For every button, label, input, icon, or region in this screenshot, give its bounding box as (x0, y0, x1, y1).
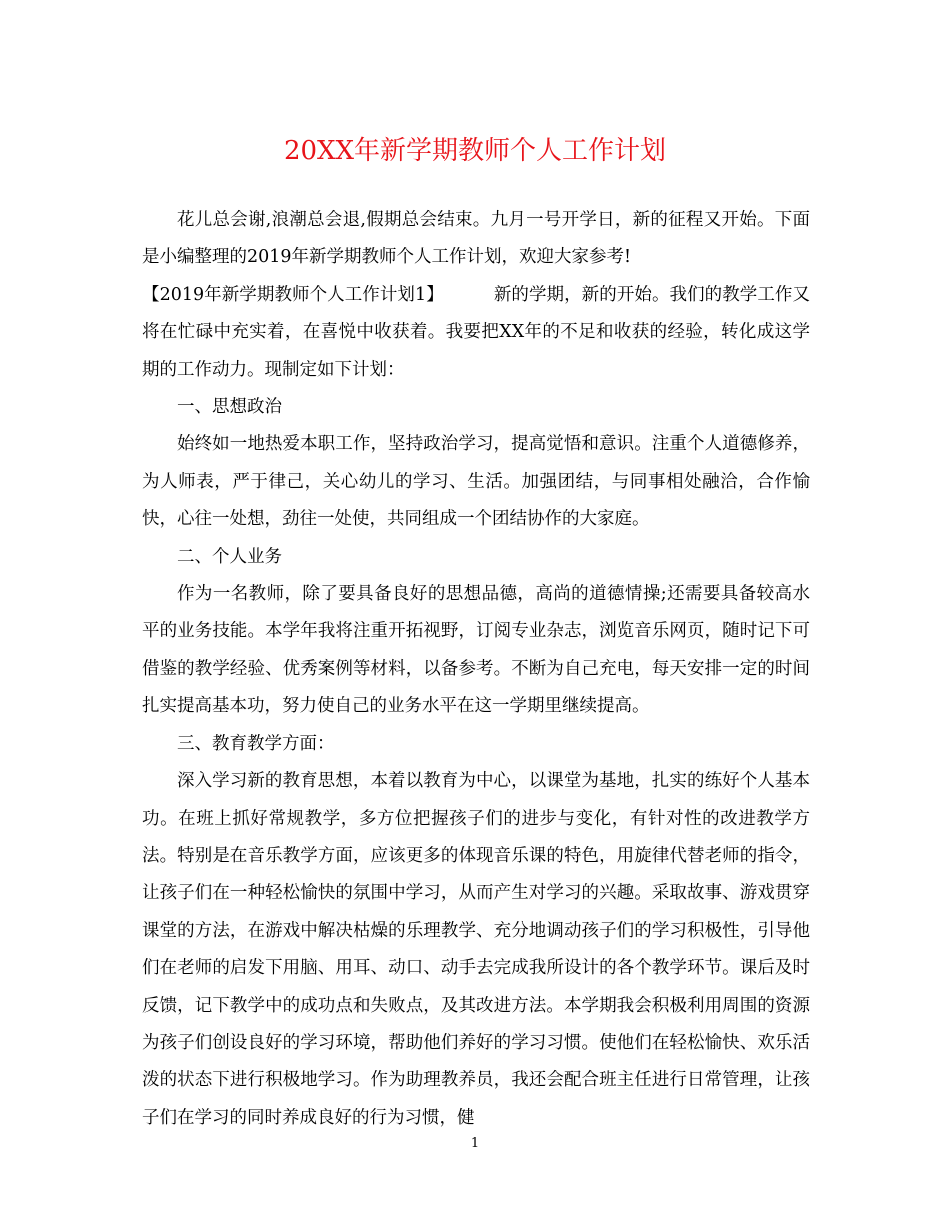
section-heading: 三、教育教学方面： (177, 733, 335, 754)
plan-intro: 新的学期，新的开始。我们的教学工作又将在忙碌中充实着，在喜悦中收获着。我要把XX年的不足和收获的经验，转化成这学期的工作动力。现制定如下计划： (142, 284, 810, 380)
section-heading: 一、思想政治 (177, 397, 282, 418)
plan-paragraph (142, 277, 810, 389)
page-number: 1 (470, 1136, 480, 1151)
document-title: 20XX年新学期教师个人工作计划 (283, 136, 667, 166)
plan-label: 【2019年新学期教师个人工作计划1】 (142, 284, 444, 305)
section-text: 深入学习新的教育思想，本着以教育为中心，以课堂为基地，扎实的练好个人基本功。在班上抓好常规教学，多方位把握孩子们的进步与变化，有针对性的改进教学方法。特别是在音乐教学方面，应该更多的体现音乐课的特色，用旋律代替老师的指令，让孩子们在一种轻松愉快的氛围中学习，从而产生对学习的兴趣。采取故事、游戏贯穿课堂的方法，在游戏中解决枯燥的乐理教学、充分地调动孩子们的学习积极性，引导他们在老师的启发下用脑、用耳、动口、动手去完成我所设计的各个教学环节。课后及时反馈，记下教学中的成功点和失败点，及其改进方法。本学期我会积极利用周围的资源为孩子们创设良好的学习环境，帮助他们养好的学习习惯。使他们在轻松愉快、欢乐活泼的状态下进行积极地学习。作为助理教养员，我还会配合班主任进行日常管理，让孩子们在学习的同时养成良好的行为习惯，健 (142, 771, 810, 1128)
section-text: 作为一名教师，除了要具备良好的思想品德，高尚的道德情操;还需要具备较高水平的业务技能。本学年我将注重开拓视野，订阅专业杂志，浏览音乐网页，随时记下可借鉴的教学经验、优秀案例等材料，以备参考。不断为自己充电，每天安排一定的时间扎实提高基本功，努力使自己的业务水平在这一学期里继续提高。 (142, 584, 810, 717)
section-heading: 二、个人业务 (177, 546, 282, 567)
document-body (142, 202, 810, 1137)
section-text: 始终如一地热爱本职工作，坚持政治学习，提高觉悟和意识。注重个人道德修养，为人师表，严于律己，关心幼儿的学习、生活。加强团结，与同事相处融洽，合作愉快，心往一处想，劲往一处使，共同组成一个团结协作的大家庭。 (142, 434, 810, 530)
intro-paragraph: 花儿总会谢,浪潮总会退,假期总会结束。九月一号开学日，新的征程又开始。下面是小编整理的2019年新学期教师个人工作计划，欢迎大家参考! (142, 210, 810, 268)
